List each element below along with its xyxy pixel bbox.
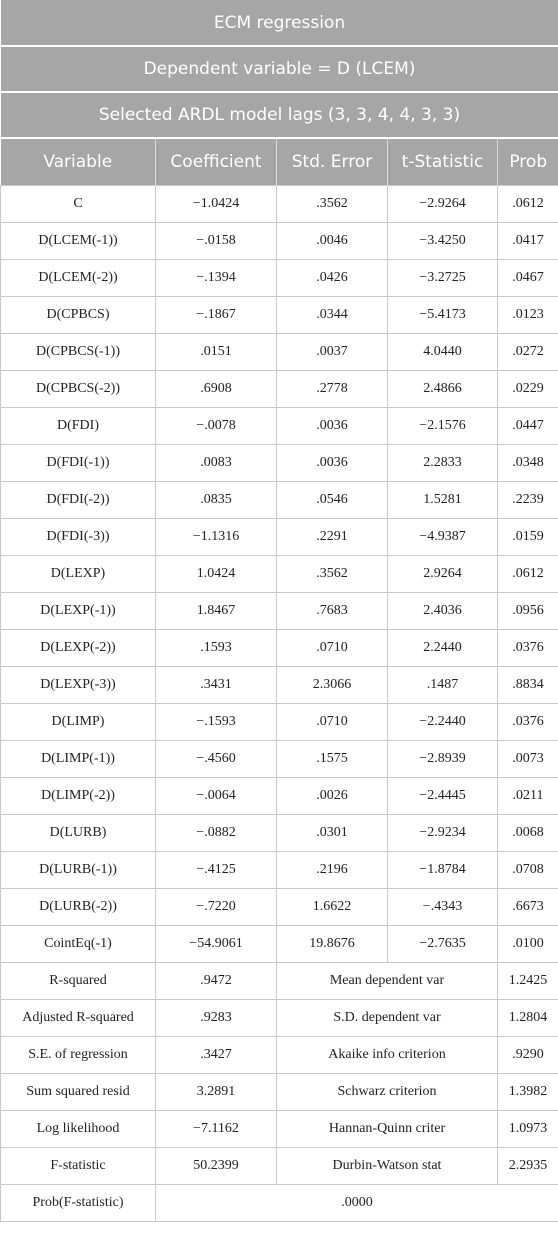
prob-cell: .0272 — [498, 334, 558, 371]
coefficient-cell: −.1593 — [156, 704, 277, 741]
std-error-cell: .0036 — [277, 408, 388, 445]
coefficient-cell: .3431 — [156, 667, 277, 704]
prob-cell: .0376 — [498, 704, 558, 741]
coefficient-cell: −.7220 — [156, 889, 277, 926]
t-statistic-cell: 4.0440 — [388, 334, 498, 371]
variable-cell: D(LURB(-2)) — [1, 889, 156, 926]
ardl-lags-caption: Selected ARDL model lags (3, 3, 4, 4, 3, 3) — [1, 92, 558, 138]
table-row — [1, 260, 558, 297]
std-error-cell: .2291 — [277, 519, 388, 556]
table-row — [1, 593, 558, 630]
stat-label-right: Akaike info criterion — [277, 1037, 498, 1074]
t-statistic-cell: −2.9234 — [388, 815, 498, 852]
table-row — [1, 556, 558, 593]
coefficient-cell: −.0882 — [156, 815, 277, 852]
table-row — [1, 741, 558, 778]
variable-cell: D(LEXP(-3)) — [1, 667, 156, 704]
std-error-cell: .0344 — [277, 297, 388, 334]
t-statistic-cell: −2.9264 — [388, 186, 498, 223]
stat-value: 3.2891 — [156, 1074, 277, 1111]
std-error-cell: .0301 — [277, 815, 388, 852]
variable-cell: D(LIMP) — [1, 704, 156, 741]
coefficient-cell: −.1867 — [156, 297, 277, 334]
prob-cell: .0376 — [498, 630, 558, 667]
stat-label-right: Durbin-Watson stat — [277, 1148, 498, 1185]
stat-label: S.E. of regression — [1, 1037, 156, 1074]
coefficient-cell: −.1394 — [156, 260, 277, 297]
prob-cell: .0708 — [498, 852, 558, 889]
t-statistic-cell: 2.4866 — [388, 371, 498, 408]
std-error-cell: .0546 — [277, 482, 388, 519]
t-statistic-cell: .1487 — [388, 667, 498, 704]
t-statistic-cell: −4.9387 — [388, 519, 498, 556]
stat-value-right: 1.3982 — [498, 1074, 558, 1111]
t-statistic-cell: 2.4036 — [388, 593, 498, 630]
t-statistic-cell: 2.9264 — [388, 556, 498, 593]
table-row — [1, 889, 558, 926]
prob-cell: .0073 — [498, 741, 558, 778]
stats-row — [1, 963, 558, 1000]
stats-row — [1, 1111, 558, 1148]
variable-cell: D(CPBCS) — [1, 297, 156, 334]
coefficient-cell: −.4125 — [156, 852, 277, 889]
stat-value-right: 2.2935 — [498, 1148, 558, 1185]
table-row — [1, 852, 558, 889]
t-statistic-cell: −5.4173 — [388, 297, 498, 334]
std-error-cell: .0036 — [277, 445, 388, 482]
stat-value-right: .9290 — [498, 1037, 558, 1074]
table-row — [1, 297, 558, 334]
variable-cell: D(FDI(-3)) — [1, 519, 156, 556]
variable-cell: CointEq(-1) — [1, 926, 156, 963]
prob-cell: .0123 — [498, 297, 558, 334]
header-t-statistic: t-Statistic — [388, 138, 498, 186]
column-header-row — [1, 138, 558, 186]
variable-cell: D(FDI(-2)) — [1, 482, 156, 519]
stat-label-right: Mean dependent var — [277, 963, 498, 1000]
stat-value: −7.1162 — [156, 1111, 277, 1148]
coefficient-cell: .1593 — [156, 630, 277, 667]
stats-row — [1, 1074, 558, 1111]
table-row — [1, 408, 558, 445]
coefficient-cell: −1.1316 — [156, 519, 277, 556]
t-statistic-cell: −.4343 — [388, 889, 498, 926]
dependent-variable-caption: Dependent variable = D (LCEM) — [1, 46, 558, 92]
stat-label: R-squared — [1, 963, 156, 1000]
table-row — [1, 223, 558, 260]
prob-cell: .0417 — [498, 223, 558, 260]
stat-label: Sum squared resid — [1, 1074, 156, 1111]
std-error-cell: .0046 — [277, 223, 388, 260]
table-row — [1, 371, 558, 408]
prob-cell: .8834 — [498, 667, 558, 704]
stat-label: Adjusted R-squared — [1, 1000, 156, 1037]
variable-cell: D(LURB) — [1, 815, 156, 852]
stat-value: .0000 — [156, 1185, 558, 1222]
stats-row — [1, 1000, 558, 1037]
coefficient-cell: −.0158 — [156, 223, 277, 260]
std-error-cell: .0426 — [277, 260, 388, 297]
t-statistic-cell: −2.4445 — [388, 778, 498, 815]
table-row — [1, 334, 558, 371]
header-coefficient: Coefficient — [156, 138, 277, 186]
coefficient-cell: −54.9061 — [156, 926, 277, 963]
table-row — [1, 186, 558, 223]
prob-cell: .0100 — [498, 926, 558, 963]
table-title: ECM regression — [1, 0, 558, 46]
std-error-cell: .0026 — [277, 778, 388, 815]
prob-cell: .6673 — [498, 889, 558, 926]
coefficient-cell: 1.0424 — [156, 556, 277, 593]
prob-cell: .0229 — [498, 371, 558, 408]
stat-value: .9472 — [156, 963, 277, 1000]
stat-value-right: 1.0973 — [498, 1111, 558, 1148]
stat-label: Log likelihood — [1, 1111, 156, 1148]
stat-value: 50.2399 — [156, 1148, 277, 1185]
stat-value-right: 1.2804 — [498, 1000, 558, 1037]
variable-cell: D(LIMP(-1)) — [1, 741, 156, 778]
prob-cell: .0612 — [498, 186, 558, 223]
variable-cell: D(CPBCS(-2)) — [1, 371, 156, 408]
variable-cell: D(LEXP) — [1, 556, 156, 593]
std-error-cell: .1575 — [277, 741, 388, 778]
prob-cell: .0159 — [498, 519, 558, 556]
t-statistic-cell: 2.2440 — [388, 630, 498, 667]
variable-cell: D(LIMP(-2)) — [1, 778, 156, 815]
header-std-error: Std. Error — [277, 138, 388, 186]
prob-cell: .0467 — [498, 260, 558, 297]
t-statistic-cell: 1.5281 — [388, 482, 498, 519]
coefficient-cell: 1.8467 — [156, 593, 277, 630]
std-error-cell: .3562 — [277, 186, 388, 223]
table-row — [1, 704, 558, 741]
std-error-cell: .0710 — [277, 630, 388, 667]
t-statistic-cell: −2.7635 — [388, 926, 498, 963]
variable-cell: D(LURB(-1)) — [1, 852, 156, 889]
table-row — [1, 445, 558, 482]
std-error-cell: 1.6622 — [277, 889, 388, 926]
stat-label-right: Hannan-Quinn criter — [277, 1111, 498, 1148]
coefficient-cell: −1.0424 — [156, 186, 277, 223]
std-error-cell: 19.8676 — [277, 926, 388, 963]
std-error-cell: .7683 — [277, 593, 388, 630]
t-statistic-cell: −3.2725 — [388, 260, 498, 297]
stats-row — [1, 1185, 558, 1222]
variable-cell: D(LEXP(-2)) — [1, 630, 156, 667]
std-error-cell: .2778 — [277, 371, 388, 408]
std-error-cell: 2.3066 — [277, 667, 388, 704]
coefficient-cell: −.0078 — [156, 408, 277, 445]
prob-cell: .0348 — [498, 445, 558, 482]
coefficient-cell: .6908 — [156, 371, 277, 408]
t-statistic-cell: −2.1576 — [388, 408, 498, 445]
t-statistic-cell: 2.2833 — [388, 445, 498, 482]
t-statistic-cell: −2.2440 — [388, 704, 498, 741]
std-error-cell: .0037 — [277, 334, 388, 371]
coefficient-cell: −.0064 — [156, 778, 277, 815]
variable-cell: D(FDI(-1)) — [1, 445, 156, 482]
prob-cell: .0211 — [498, 778, 558, 815]
coefficient-cell: .0151 — [156, 334, 277, 371]
t-statistic-cell: −2.8939 — [388, 741, 498, 778]
variable-cell: D(LCEM(-2)) — [1, 260, 156, 297]
stat-label-right: S.D. dependent var — [277, 1000, 498, 1037]
table-row — [1, 667, 558, 704]
variable-cell: D(LEXP(-1)) — [1, 593, 156, 630]
header-prob: Prob — [498, 138, 558, 186]
table-row — [1, 482, 558, 519]
prob-cell: .0956 — [498, 593, 558, 630]
stats-row — [1, 1148, 558, 1185]
table-row — [1, 926, 558, 963]
stat-label: Prob(F-statistic) — [1, 1185, 156, 1222]
stat-value: .9283 — [156, 1000, 277, 1037]
coefficient-cell: .0835 — [156, 482, 277, 519]
table-row — [1, 778, 558, 815]
stat-label-right: Schwarz criterion — [277, 1074, 498, 1111]
prob-cell: .0068 — [498, 815, 558, 852]
variable-cell: D(LCEM(-1)) — [1, 223, 156, 260]
prob-cell: .0447 — [498, 408, 558, 445]
variable-cell: D(FDI) — [1, 408, 156, 445]
table-row — [1, 630, 558, 667]
std-error-cell: .3562 — [277, 556, 388, 593]
header-variable: Variable — [1, 138, 156, 186]
stats-row — [1, 1037, 558, 1074]
coefficient-cell: −.4560 — [156, 741, 277, 778]
table-row — [1, 519, 558, 556]
table-row — [1, 815, 558, 852]
prob-cell: .2239 — [498, 482, 558, 519]
std-error-cell: .2196 — [277, 852, 388, 889]
stat-value-right: 1.2425 — [498, 963, 558, 1000]
stat-value: .3427 — [156, 1037, 277, 1074]
stat-label: F-statistic — [1, 1148, 156, 1185]
variable-cell: D(CPBCS(-1)) — [1, 334, 156, 371]
t-statistic-cell: −1.8784 — [388, 852, 498, 889]
prob-cell: .0612 — [498, 556, 558, 593]
t-statistic-cell: −3.4250 — [388, 223, 498, 260]
variable-cell: C — [1, 186, 156, 223]
coefficient-cell: .0083 — [156, 445, 277, 482]
std-error-cell: .0710 — [277, 704, 388, 741]
